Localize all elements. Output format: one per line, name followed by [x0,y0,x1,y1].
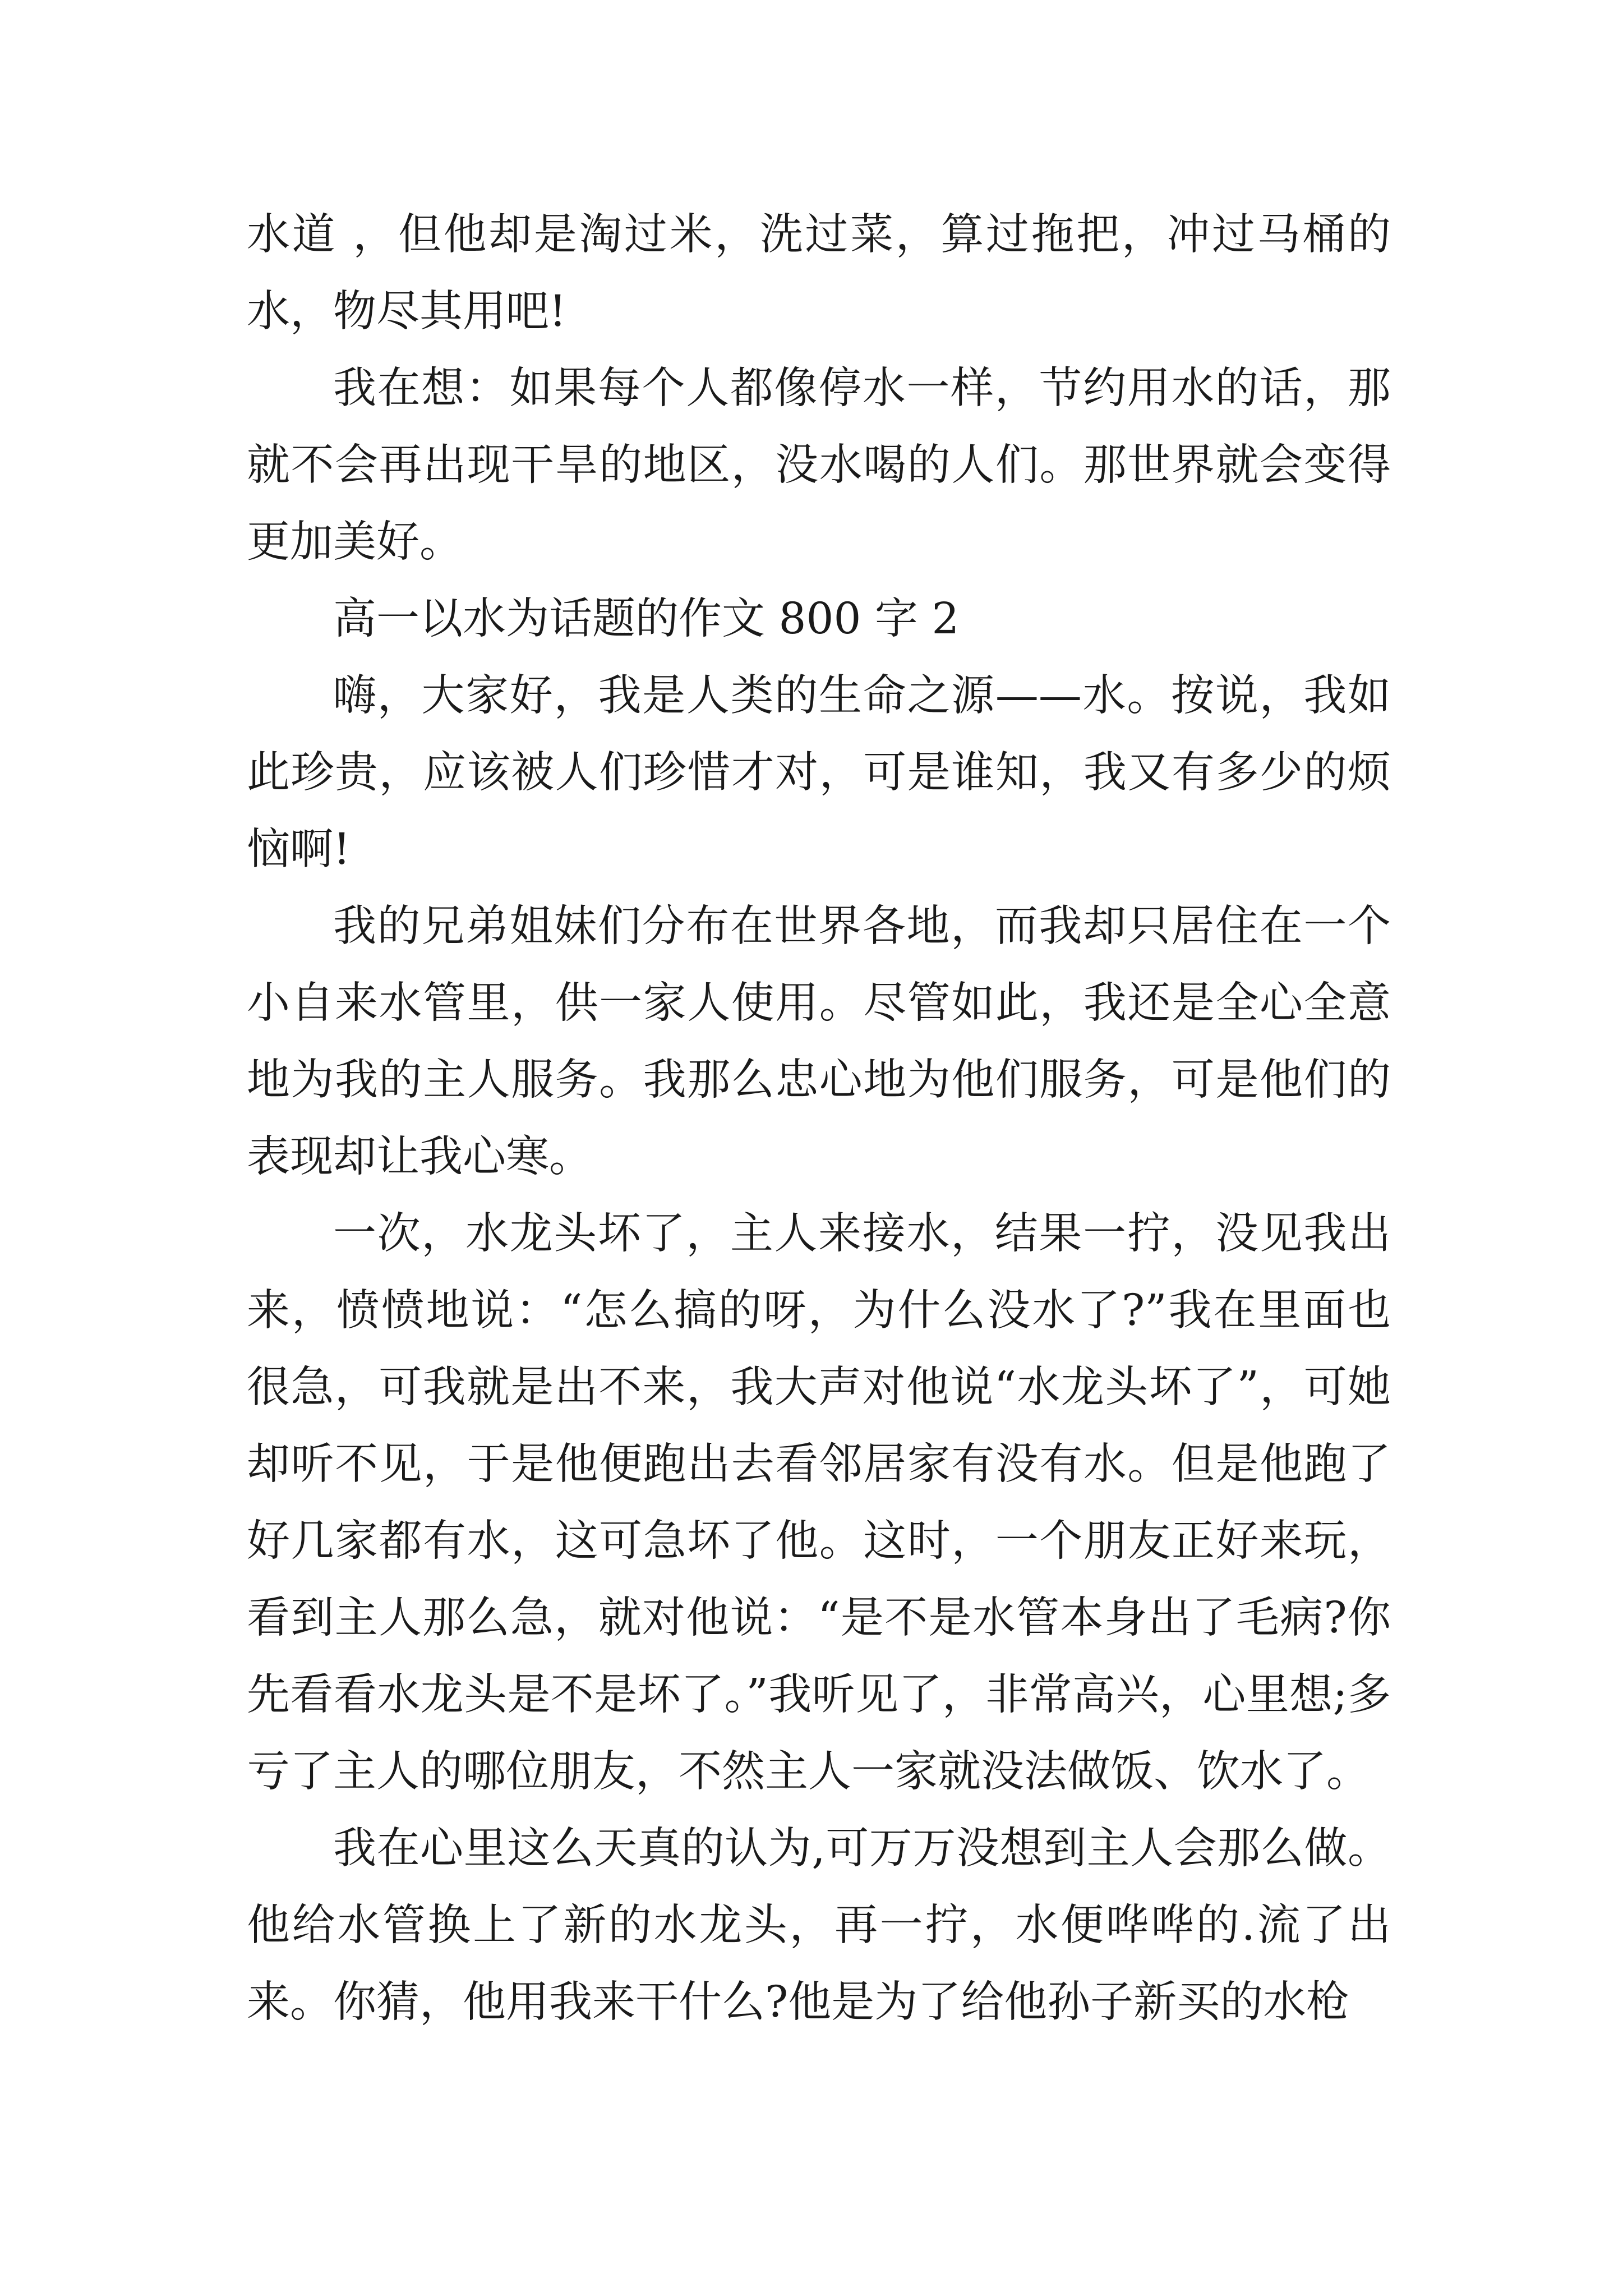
paragraph-4: 我的兄弟姐妹们分布在世界各地，而我却只居住在一个小自来水管里，供一家人使用。尽管如此，我还是全心全意地为我的主人服务。我那么忠心地为他们服务，可是他们的表现却让我心寒。 [247,901,1391,1182]
paragraph-1: 水道 ，但他却是淘过米，洗过菜，算过拖把，冲过马桶的水，物尽其用吧! [247,210,1391,337]
paragraph-5: 一次，水龙头坏了，主人来接水，结果一拧，没见我出来，愤愤地说：“怎么搞的呀，为什么没水了?”我在里面也很急，可我就是出不来，我大声对他说“水龙头坏了”，可她却听不见，于是他便跑出去看邻居家有没有水。但是他跑了好几家都有水，这可急坏了他。这时，一个朋友正好来玩，看到主人那么急，就对他说：“是不是水管本身出了毛病?你先看看水龙头是不是坏了。”我听见了，非常高兴，心里想;多亏了主人的哪位朋友，不然主人一家就没法做饭、饮水了。 [247,1209,1391,1797]
paragraph-2: 我在想：如果每个人都像停水一样，节约用水的话，那就不会再出现干旱的地区，没水喝的人们。那世界就会变得更加美好。 [247,364,1391,567]
document-body [247,196,1391,2041]
section-heading: 高一以水为话题的作文 800 字 2 [333,594,960,644]
paragraph-6: 我在心里这么天真的认为,可万万没想到主人会那么做。他给水管换上了新的水龙头，再一拧，水便哗哗的.流了出来。你猜，他用我来干什么?他是为了给他孙子新买的水枪 [247,1824,1391,2027]
paragraph-3: 嗨，大家好，我是人类的生命之源——水。按说，我如此珍贵，应该被人们珍惜才对，可是谁知，我又有多少的烦恼啊! [247,671,1391,875]
